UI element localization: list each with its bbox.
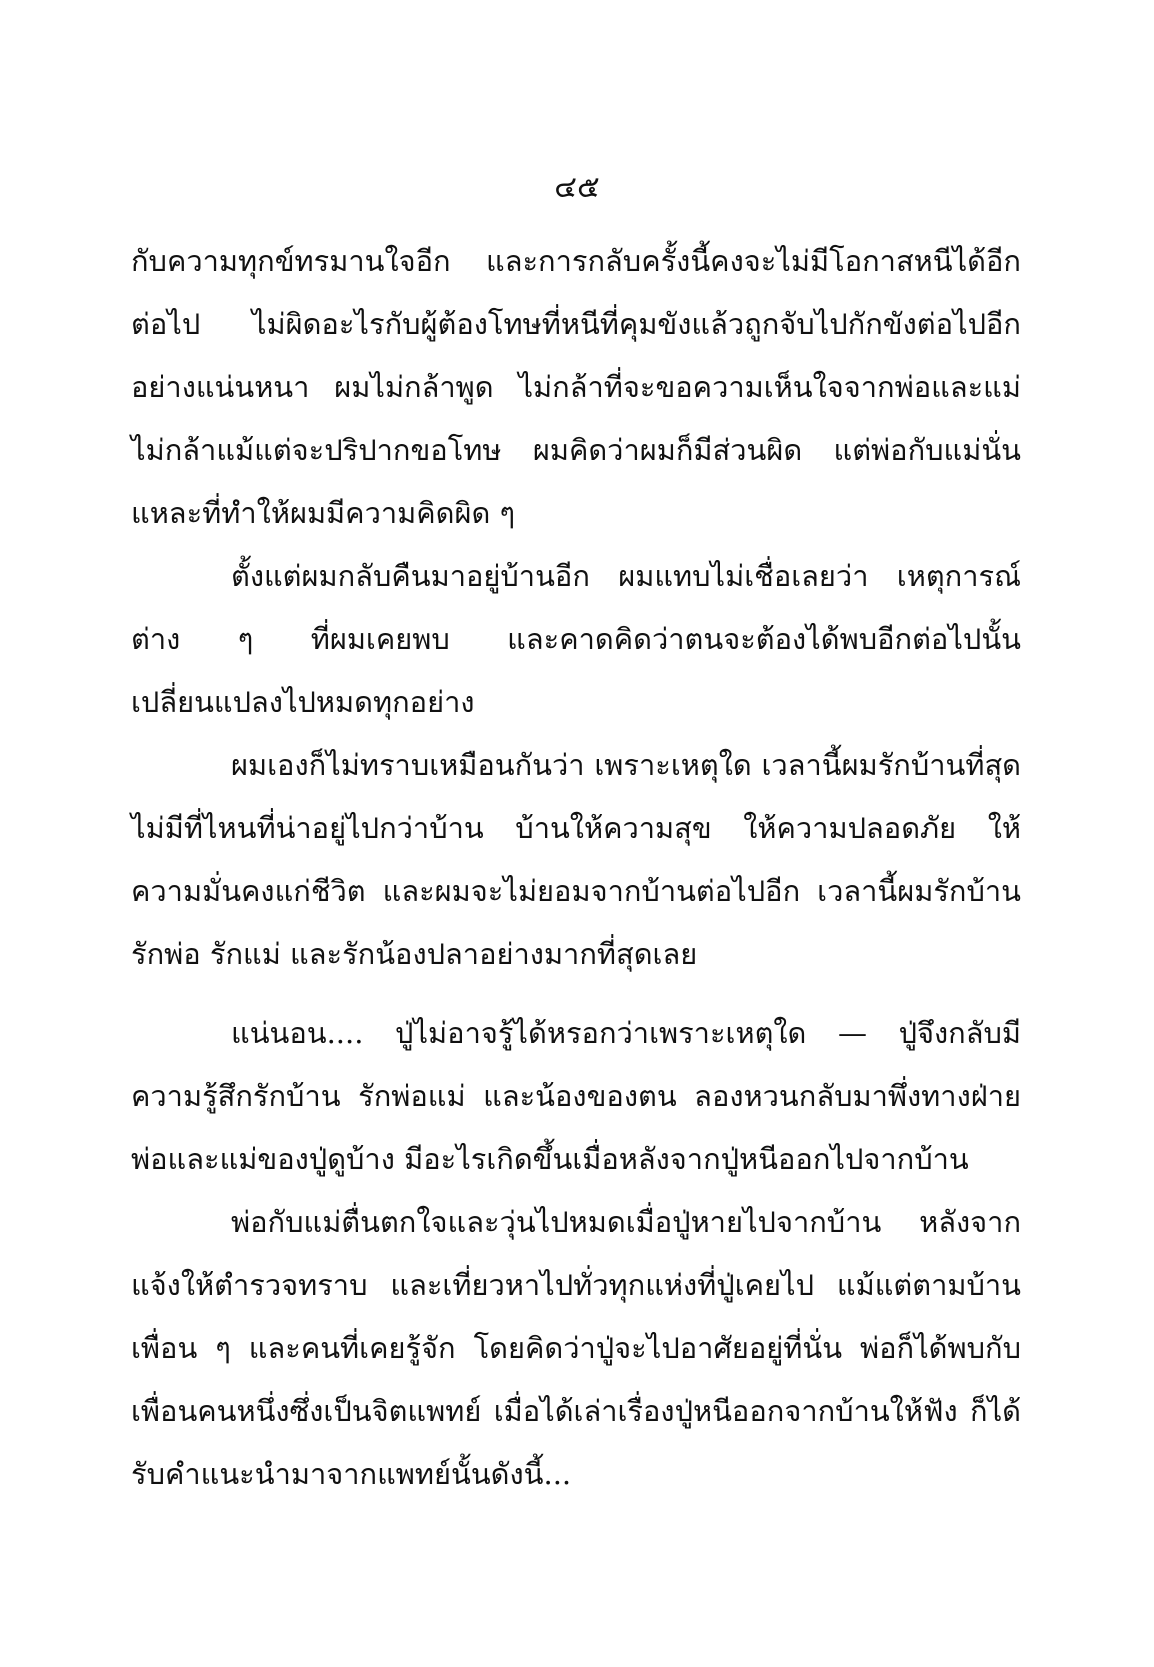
paragraph-1: กับความทุกข์ทรมานใจอีก และการกลับครั้งนี้คงจะไม่มีโอกาสหนีได้อีกต่อไป ไม่ผิดอะไรกับผู้ต้องโทษที่หนีที่คุมขังแล้วถูกจับไปกักขังต่อไปอีกอย่างแน่นหนา ผมไม่กล้าพูด ไม่กล้าที่จะขอความเห็นใจจากพ่อและแม่ ไม่กล้าแม้แต่จะปริปากขอโทษ ผมคิดว่าผมก็มีส่วนผิด แต่พ่อกับแม่นั่นแหละที่ทำให้ผมมีความคิดผิด ๆ — [131, 244, 1021, 530]
paragraph-4: แน่นอน.... ปู่ไม่อาจรู้ได้หรอกว่าเพราะเหตุใด — ปู่จึงกลับมีความรู้สึกรักบ้าน รักพ่อแม่ และน้องของตน ลองหวนกลับมาพึ่งทางฝ่ายพ่อและแม่ของปู่ดูบ้าง มีอะไรเกิดขึ้นเมื่อหลังจากปู่หนีออกไปจากบ้าน — [131, 1016, 1021, 1176]
paragraph-2: ตั้งแต่ผมกลับคืนมาอยู่บ้านอีก ผมแทบไม่เชื่อเลยว่า เหตุการณ์ต่าง ๆ ที่ผมเคยพบ และคาดคิดว่าตนจะต้องได้พบอีกต่อไปนั้น เปลี่ยนแปลงไปหมดทุกอย่าง — [131, 559, 1021, 719]
text-section-2 — [131, 1002, 1021, 1506]
page-number: ๔๕ — [554, 170, 600, 205]
paragraph-3: ผมเองก็ไม่ทราบเหมือนกันว่า เพราะเหตุใด เวลานี้ผมรักบ้านที่สุด ไม่มีที่ไหนที่น่าอยู่ไปกว่าบ้าน บ้านให้ความสุข ให้ความปลอดภัย ให้ความมั่นคงแก่ชีวิต และผมจะไม่ยอมจากบ้านต่อไปอีก เวลานี้ผมรักบ้าน รักพ่อ รักแม่ และรักน้องปลาอย่างมากที่สุดเลย — [131, 748, 1021, 971]
paragraph-5: พ่อกับแม่ตื่นตกใจและวุ่นไปหมดเมื่อปู่หายไปจากบ้าน หลังจากแจ้งให้ตำรวจทราบ และเที่ยวหาไปทั่วทุกแห่งที่ปู่เคยไป แม้แต่ตามบ้านเพื่อน ๆ และคนที่เคยรู้จัก โดยคิดว่าปู่จะไปอาศัยอยู่ที่นั่น พ่อก็ได้พบกับเพื่อนคนหนึ่งซึ่งเป็นจิตแพทย์ เมื่อได้เล่าเรื่องปู่หนีออกจากบ้านให้ฟัง ก็ได้รับคำแนะนำมาจากแพทย์นั้นดังนี้... — [131, 1205, 1021, 1491]
text-section-1 — [131, 230, 1021, 986]
